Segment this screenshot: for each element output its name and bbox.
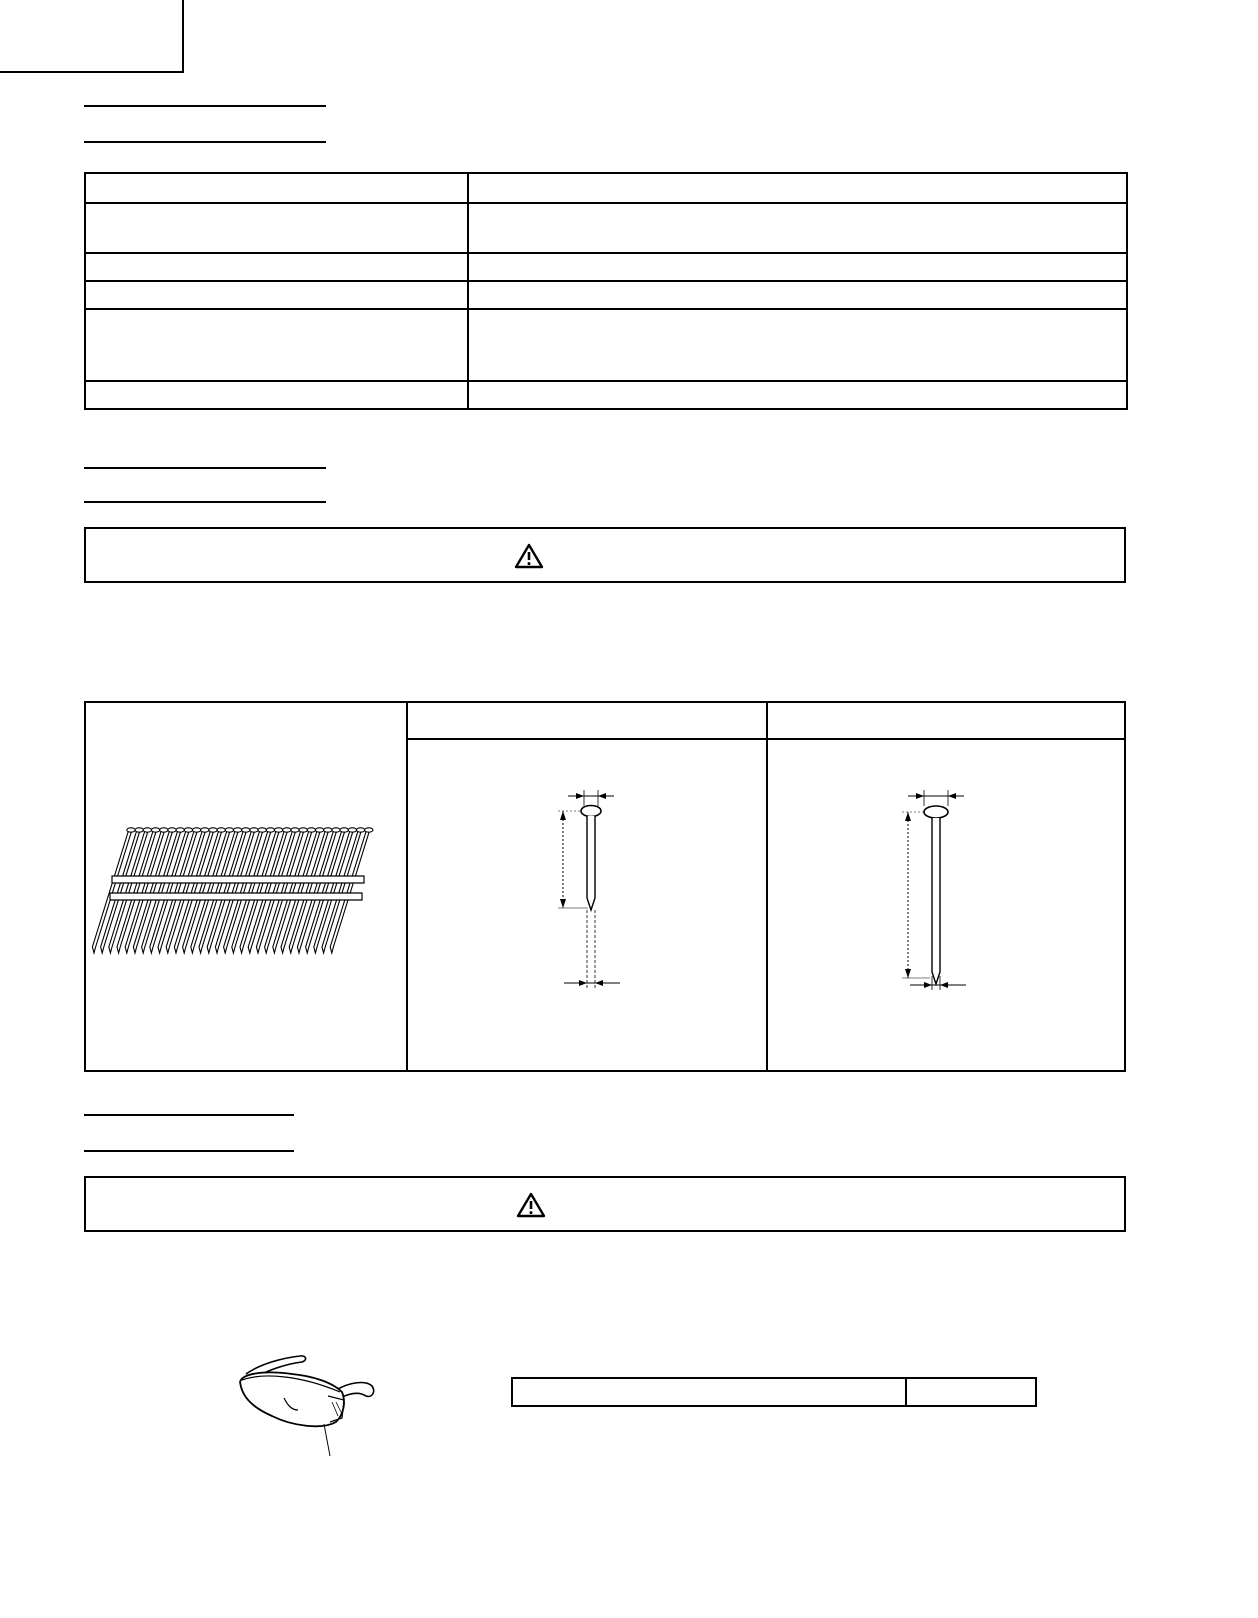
table-row	[85, 381, 1127, 409]
nail-strip-illustration	[90, 823, 400, 973]
section1-heading-rule-bottom	[84, 141, 326, 143]
strip-nail-head	[160, 828, 168, 832]
strip-nail-head	[209, 828, 217, 832]
nail-diagram-round-head	[886, 778, 996, 1018]
warning-box-2	[84, 1176, 1126, 1232]
strip-nail-head	[365, 828, 373, 832]
table-cell	[906, 1378, 1036, 1406]
table-cell	[468, 281, 1127, 309]
strip-nail-head	[291, 828, 299, 832]
strip-nail-head	[332, 828, 340, 832]
table-row	[85, 203, 1127, 253]
table-cell	[512, 1378, 906, 1406]
strip-nail-head	[217, 828, 225, 832]
strip-nail-head	[307, 828, 315, 832]
strip-nail-head	[184, 828, 192, 832]
table-row	[512, 1378, 1036, 1406]
strip-nail-head	[168, 828, 176, 832]
strip-nail-head	[356, 828, 364, 832]
strip-nail-head	[192, 828, 200, 832]
table-cell	[85, 381, 468, 409]
nail-diagram-clipped-head	[546, 778, 656, 1018]
table-row	[85, 253, 1127, 281]
strip-nail-head	[176, 828, 184, 832]
table-cell	[85, 281, 468, 309]
strip-nail-head	[143, 828, 151, 832]
section3-heading-rule-top	[84, 1114, 294, 1116]
section2-heading-rule-top	[84, 467, 326, 469]
nails-table	[84, 701, 1126, 1072]
table-cell	[85, 253, 468, 281]
table-cell	[468, 253, 1127, 281]
corner-frame	[0, 0, 184, 73]
strip-nail-head	[324, 828, 332, 832]
strip-nail-head	[315, 828, 323, 832]
strip-nail-head	[242, 828, 250, 832]
strip-nail-head	[151, 828, 159, 832]
warning-box-1	[84, 527, 1126, 583]
table-row	[85, 281, 1127, 309]
nails-table-divider-1	[406, 703, 408, 1072]
strip-nail-head	[340, 828, 348, 832]
table-cell	[85, 203, 468, 253]
strip-nail-head	[274, 828, 282, 832]
specifications-table	[84, 172, 1128, 410]
strip-nail-head	[266, 828, 274, 832]
table-row	[85, 309, 1127, 381]
table-cell	[468, 203, 1127, 253]
warning-triangle-icon	[516, 1192, 546, 1218]
strip-nail-head	[201, 828, 209, 832]
warning-triangle-icon	[514, 543, 544, 569]
strip-nail-head	[225, 828, 233, 832]
table-cell	[468, 173, 1127, 203]
nails-table-header-rule	[407, 738, 1126, 740]
strip-nail-head	[250, 828, 258, 832]
strip-nail-head	[348, 828, 356, 832]
strip-nail-head	[283, 828, 291, 832]
strip-nail-head	[135, 828, 143, 832]
strip-nail-head	[127, 828, 135, 832]
strip-nail-head	[258, 828, 266, 832]
section3-heading-rule-bottom	[84, 1150, 294, 1152]
table-cell	[85, 309, 468, 381]
goggles-code-table	[511, 1377, 1037, 1407]
strip-nail-head	[233, 828, 241, 832]
section1-heading-rule-top	[84, 105, 326, 107]
table-cell	[468, 309, 1127, 381]
table-cell	[85, 173, 468, 203]
table-cell	[468, 381, 1127, 409]
table-row	[85, 173, 1127, 203]
safety-goggles-illustration	[232, 1352, 382, 1457]
strip-nail-head	[299, 828, 307, 832]
nails-table-divider-2	[766, 703, 768, 1072]
section2-heading-rule-bottom	[84, 501, 326, 503]
